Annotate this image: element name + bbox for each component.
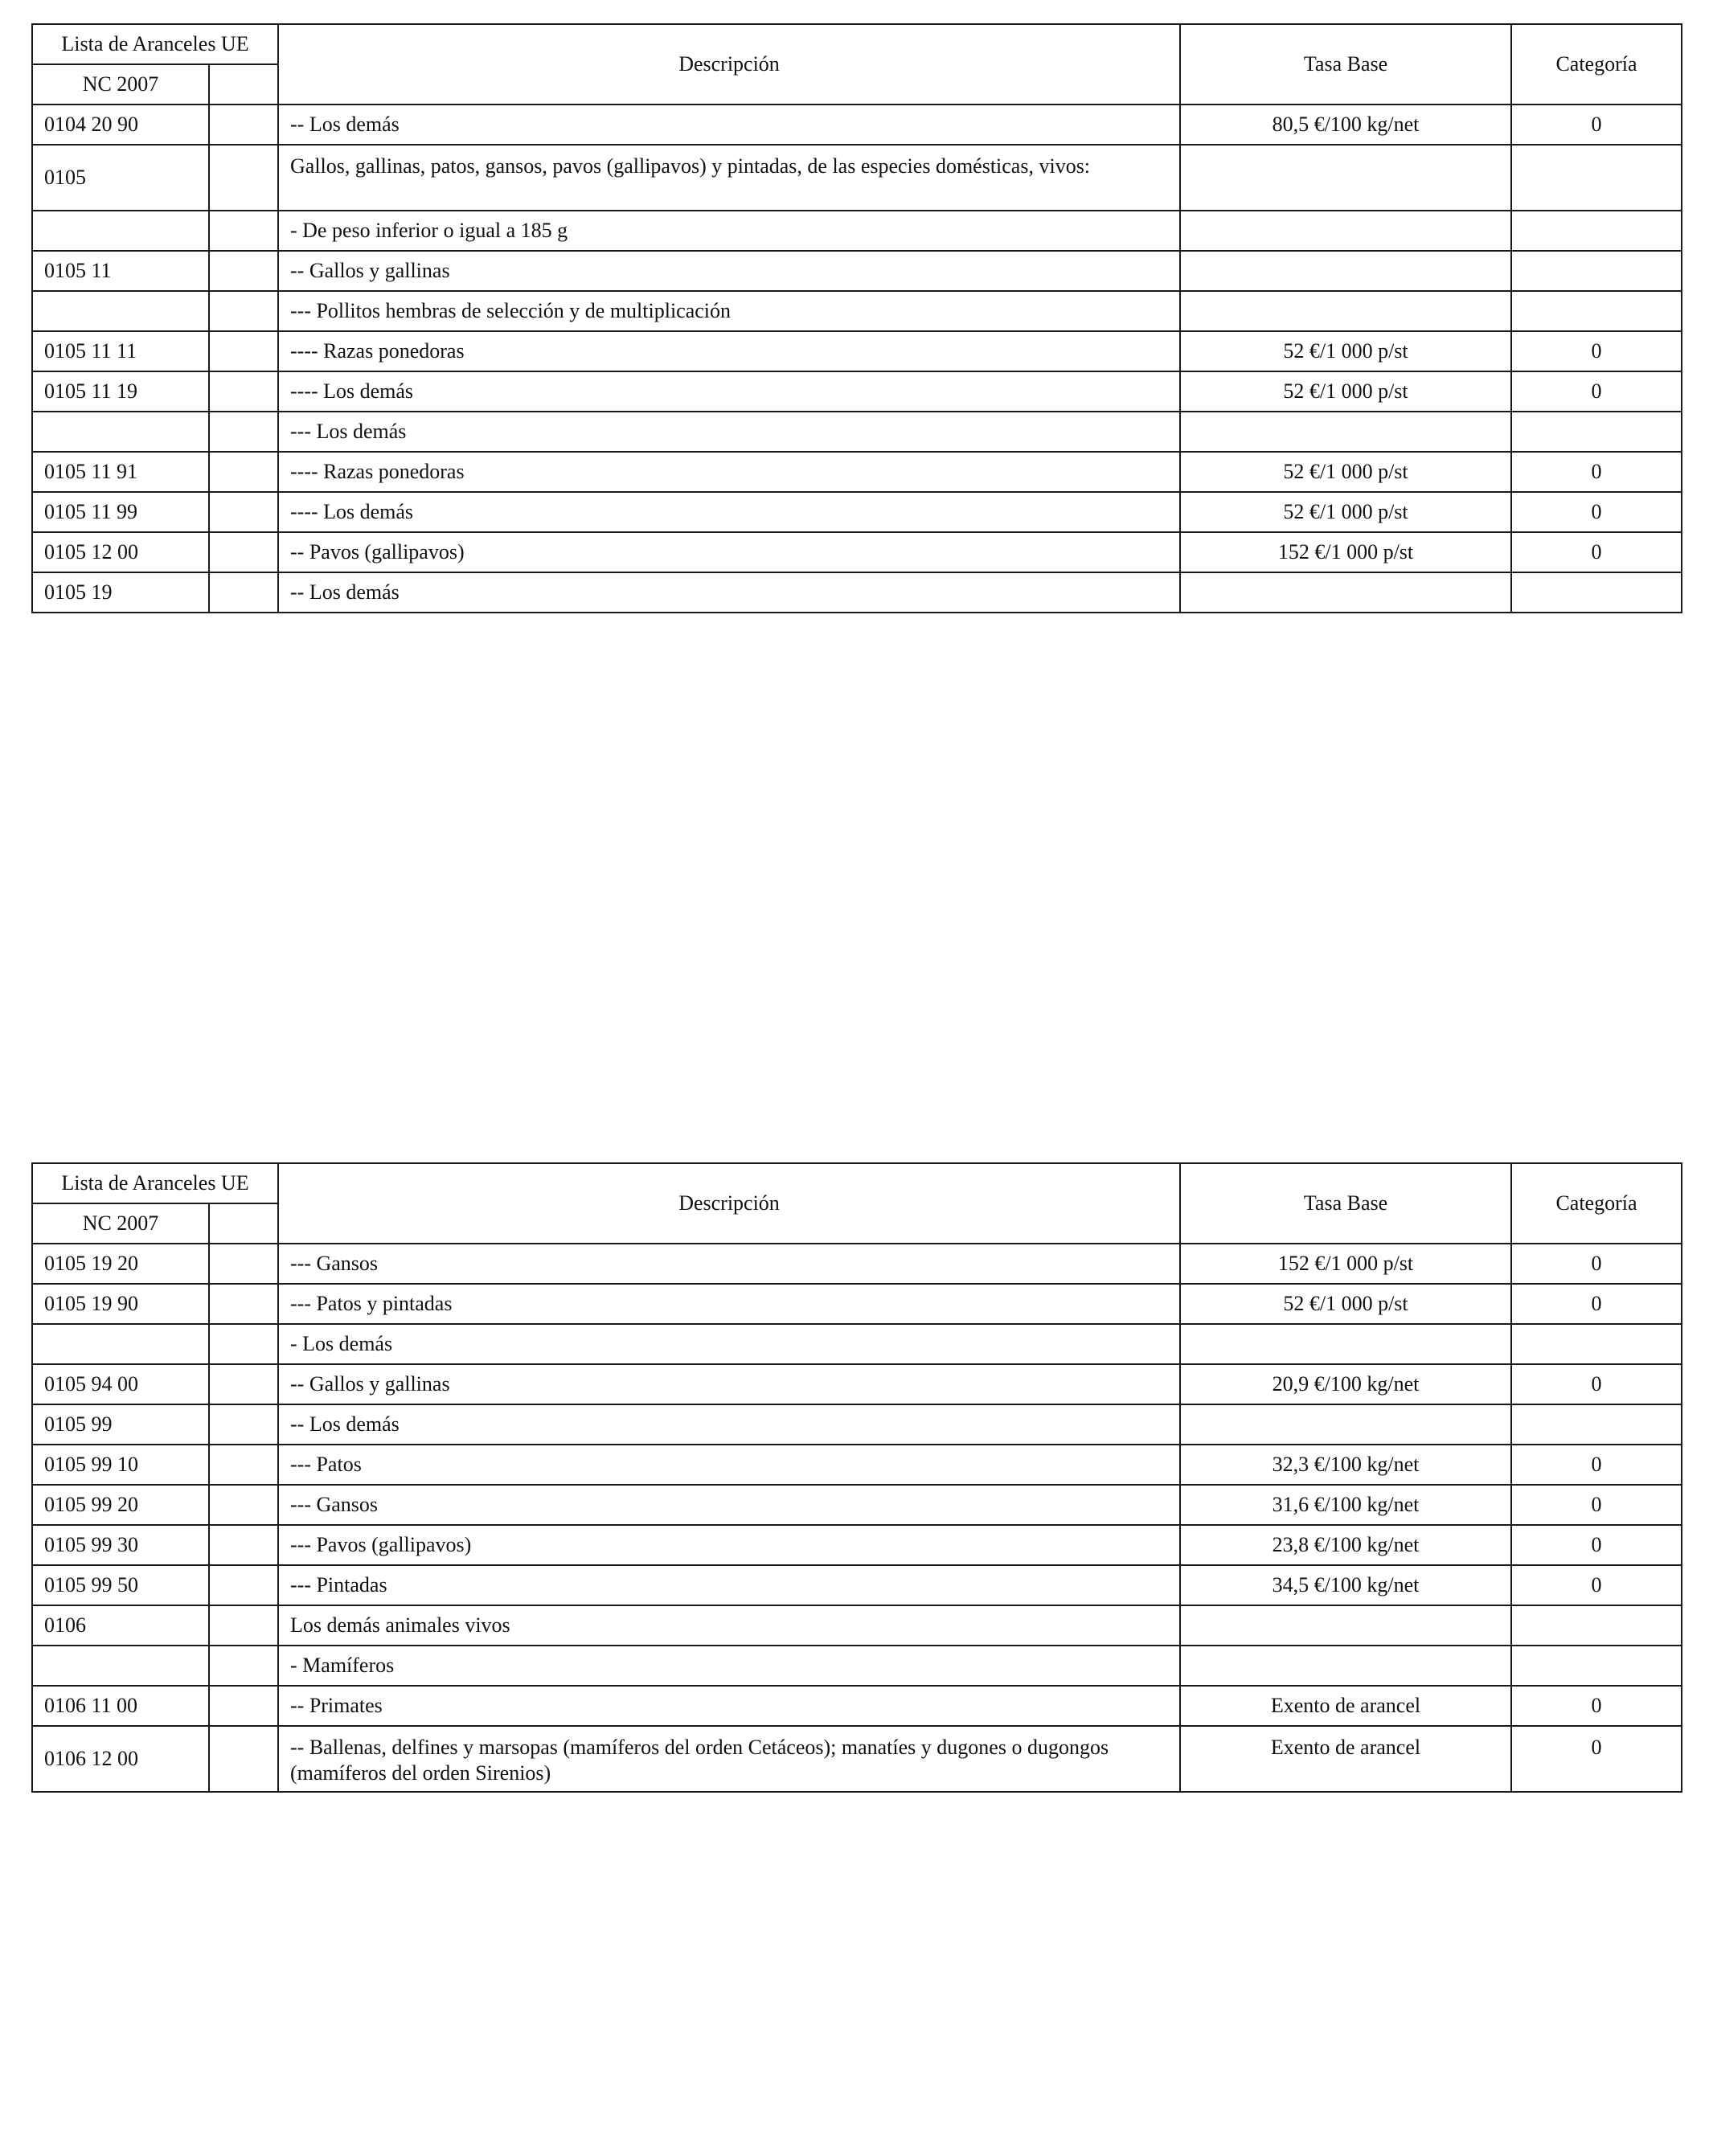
table-row (32, 1364, 1682, 1404)
sub-code (209, 105, 278, 145)
category (1511, 1646, 1682, 1686)
tariff-code: 0105 99 30 (32, 1525, 209, 1565)
sub-code (209, 572, 278, 613)
sub-code (209, 1324, 278, 1364)
table-row (32, 251, 1682, 291)
header-list: Lista de Aranceles UE (32, 24, 278, 64)
category: 0 (1511, 1445, 1682, 1485)
tariff-code: 0105 11 19 (32, 371, 209, 412)
tariff-code: 0105 11 91 (32, 452, 209, 492)
sub-code (209, 211, 278, 251)
table-row (32, 1284, 1682, 1324)
tariff-table-1-body (32, 24, 1682, 613)
table-row (32, 1445, 1682, 1485)
category: 0 (1511, 1525, 1682, 1565)
base-rate: 32,3 €/100 kg/net (1180, 1445, 1511, 1485)
tariff-code (32, 412, 209, 452)
base-rate (1180, 291, 1511, 331)
tariff-code: 0105 19 20 (32, 1244, 209, 1284)
header-list: Lista de Aranceles UE (32, 1163, 278, 1203)
header-row (32, 24, 1682, 64)
category: 0 (1511, 1565, 1682, 1605)
tariff-code: 0105 99 10 (32, 1445, 209, 1485)
tariff-code (32, 1324, 209, 1364)
base-rate: Exento de arancel (1180, 1686, 1511, 1726)
table-row (32, 1525, 1682, 1565)
description: -- Gallos y gallinas (278, 1364, 1180, 1404)
sub-code (209, 1485, 278, 1525)
category: 0 (1511, 1284, 1682, 1324)
base-rate: 20,9 €/100 kg/net (1180, 1364, 1511, 1404)
base-rate (1180, 251, 1511, 291)
sub-code (209, 371, 278, 412)
description: ---- Razas ponedoras (278, 452, 1180, 492)
header-category: Categoría (1511, 24, 1682, 105)
tariff-code: 0105 99 20 (32, 1485, 209, 1525)
category (1511, 211, 1682, 251)
description: - Mamíferos (278, 1646, 1180, 1686)
header-rate: Tasa Base (1180, 24, 1511, 105)
category: 0 (1511, 452, 1682, 492)
tariff-table-1 (31, 23, 1682, 613)
header-nc: NC 2007 (32, 1203, 209, 1244)
base-rate: 52 €/1 000 p/st (1180, 492, 1511, 532)
sub-code (209, 1646, 278, 1686)
sub-code (209, 1525, 278, 1565)
sub-code (209, 1605, 278, 1646)
tariff-code: 0105 19 90 (32, 1284, 209, 1324)
base-rate: 23,8 €/100 kg/net (1180, 1525, 1511, 1565)
base-rate (1180, 412, 1511, 452)
description: -- Primates (278, 1686, 1180, 1726)
base-rate (1180, 1324, 1511, 1364)
base-rate: 52 €/1 000 p/st (1180, 331, 1511, 371)
base-rate (1180, 1605, 1511, 1646)
base-rate: 152 €/1 000 p/st (1180, 1244, 1511, 1284)
table-row (32, 371, 1682, 412)
table-row (32, 412, 1682, 452)
category: 0 (1511, 1686, 1682, 1726)
description: --- Patos (278, 1445, 1180, 1485)
description: -- Gallos y gallinas (278, 251, 1180, 291)
base-rate: 52 €/1 000 p/st (1180, 1284, 1511, 1324)
description: --- Patos y pintadas (278, 1284, 1180, 1324)
description: Los demás animales vivos (278, 1605, 1180, 1646)
sub-code (209, 331, 278, 371)
tariff-code: 0105 11 99 (32, 492, 209, 532)
category (1511, 1324, 1682, 1364)
category: 0 (1511, 105, 1682, 145)
description: --- Gansos (278, 1485, 1180, 1525)
category (1511, 1605, 1682, 1646)
sub-code (209, 492, 278, 532)
category: 0 (1511, 532, 1682, 572)
description: --- Gansos (278, 1244, 1180, 1284)
category: 0 (1511, 492, 1682, 532)
sub-code (209, 1404, 278, 1445)
sub-code (209, 1364, 278, 1404)
tariff-code: 0105 11 (32, 251, 209, 291)
category: 0 (1511, 1485, 1682, 1525)
base-rate: 34,5 €/100 kg/net (1180, 1565, 1511, 1605)
base-rate (1180, 572, 1511, 613)
description: -- Los demás (278, 572, 1180, 613)
description: -- Pavos (gallipavos) (278, 532, 1180, 572)
header-nc-blank (209, 1203, 278, 1244)
tariff-code (32, 211, 209, 251)
tariff-table-2-body (32, 1163, 1682, 1792)
header-nc: NC 2007 (32, 64, 209, 105)
sub-code (209, 412, 278, 452)
tariff-code (32, 291, 209, 331)
category (1511, 572, 1682, 613)
table-row (32, 1686, 1682, 1726)
sub-code (209, 291, 278, 331)
tariff-code: 0105 12 00 (32, 532, 209, 572)
tariff-code: 0105 11 11 (32, 331, 209, 371)
base-rate (1180, 145, 1511, 211)
category: 0 (1511, 331, 1682, 371)
table-row (32, 1605, 1682, 1646)
description: ---- Razas ponedoras (278, 331, 1180, 371)
table-row (32, 211, 1682, 251)
sub-code (209, 1244, 278, 1284)
tariff-code: 0105 19 (32, 572, 209, 613)
description: ---- Los demás (278, 371, 1180, 412)
category: 0 (1511, 1364, 1682, 1404)
base-rate: 152 €/1 000 p/st (1180, 532, 1511, 572)
table-row (32, 331, 1682, 371)
base-rate (1180, 1404, 1511, 1445)
description: --- Pavos (gallipavos) (278, 1525, 1180, 1565)
description: -- Los demás (278, 105, 1180, 145)
category: 0 (1511, 1244, 1682, 1284)
tariff-code: 0106 (32, 1605, 209, 1646)
sub-code (209, 1445, 278, 1485)
base-rate (1180, 211, 1511, 251)
tariff-code: 0105 94 00 (32, 1364, 209, 1404)
table-row (32, 1485, 1682, 1525)
header-category: Categoría (1511, 1163, 1682, 1244)
category (1511, 145, 1682, 211)
table-row (32, 145, 1682, 211)
description: --- Pollitos hembras de selección y de multiplicación (278, 291, 1180, 331)
category: 0 (1511, 371, 1682, 412)
tariff-code: 0105 99 50 (32, 1565, 209, 1605)
sub-code (209, 145, 278, 211)
base-rate: 52 €/1 000 p/st (1180, 371, 1511, 412)
description: - Los demás (278, 1324, 1180, 1364)
table-row (32, 452, 1682, 492)
header-description: Descripción (278, 1163, 1180, 1244)
sub-code (209, 1726, 278, 1792)
tariff-code: 0105 99 (32, 1404, 209, 1445)
tariff-code (32, 1646, 209, 1686)
description: ---- Los demás (278, 492, 1180, 532)
header-row (32, 1163, 1682, 1203)
base-rate: 31,6 €/100 kg/net (1180, 1485, 1511, 1525)
sub-code (209, 452, 278, 492)
table-row (32, 1324, 1682, 1364)
tariff-code: 0104 20 90 (32, 105, 209, 145)
sub-code (209, 251, 278, 291)
tariff-code: 0105 (32, 145, 209, 211)
header-nc-blank (209, 64, 278, 105)
category: 0 (1511, 1726, 1682, 1792)
table-row (32, 1726, 1682, 1792)
table-row (32, 1404, 1682, 1445)
sub-code (209, 1565, 278, 1605)
tariff-code: 0106 12 00 (32, 1726, 209, 1792)
header-rate: Tasa Base (1180, 1163, 1511, 1244)
description: - De peso inferior o igual a 185 g (278, 211, 1180, 251)
description: -- Los demás (278, 1404, 1180, 1445)
tariff-code: 0106 11 00 (32, 1686, 209, 1726)
description: --- Pintadas (278, 1565, 1180, 1605)
category (1511, 291, 1682, 331)
table-row (32, 1646, 1682, 1686)
description: --- Los demás (278, 412, 1180, 452)
table-row (32, 532, 1682, 572)
description: Gallos, gallinas, patos, gansos, pavos (gallipavos) y pintadas, de las especies domésticas, vivos: (278, 145, 1180, 211)
header-description: Descripción (278, 24, 1180, 105)
table-row (32, 572, 1682, 613)
base-rate: 52 €/1 000 p/st (1180, 452, 1511, 492)
sub-code (209, 1284, 278, 1324)
table-row (32, 492, 1682, 532)
sub-code (209, 532, 278, 572)
category (1511, 1404, 1682, 1445)
base-rate: Exento de arancel (1180, 1726, 1511, 1792)
category (1511, 251, 1682, 291)
tariff-table-2 (31, 1162, 1682, 1793)
base-rate (1180, 1646, 1511, 1686)
category (1511, 412, 1682, 452)
base-rate: 80,5 €/100 kg/net (1180, 105, 1511, 145)
table-row (32, 1244, 1682, 1284)
table-row (32, 291, 1682, 331)
table-row (32, 105, 1682, 145)
description: -- Ballenas, delfines y marsopas (mamíferos del orden Cetáceos); manatíes y dugones o dugongos (mamíferos del orden Sirenios) (278, 1726, 1180, 1792)
sub-code (209, 1686, 278, 1726)
table-row (32, 1565, 1682, 1605)
